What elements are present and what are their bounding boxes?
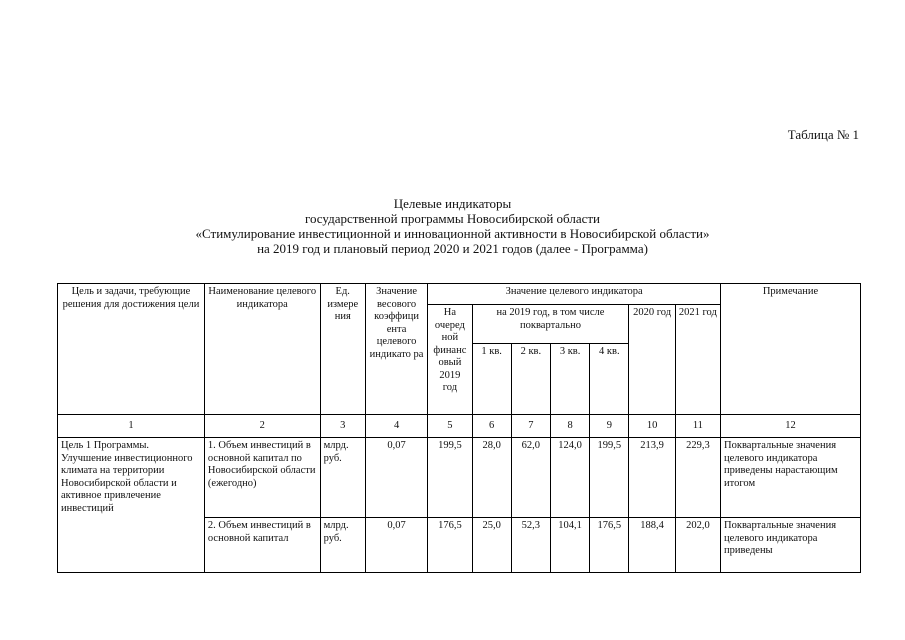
header-target-value: Значение целевого индикатора [428,284,721,305]
indicator-name-cell: 1. Объем инвестиций в основной капитал по Новосибирской области (ежегодно) [204,438,320,518]
q3-cell: 124,0 [550,438,589,518]
note-cell: Поквартальные значения целевого индикатора приведены нарастающим итогом [721,438,861,518]
column-number: 1 [58,415,205,438]
table-heading [0,196,905,256]
weight-cell: 0,07 [365,518,427,573]
header-q4: 4 кв. [590,344,629,415]
column-number: 10 [629,415,675,438]
header-q1: 1 кв. [472,344,511,415]
header-indicator-name: Наименование целевого индикатора [204,284,320,415]
column-number-row [58,415,861,438]
column-number: 3 [320,415,365,438]
header-next-year: На очеред ной финанс овый 2019 год [428,305,472,415]
heading-line-2: государственной программы Новосибирской области [304,211,601,226]
column-number: 8 [550,415,589,438]
column-number: 11 [675,415,720,438]
value-2021-cell: 202,0 [675,518,720,573]
header-note: Примечание [721,284,861,415]
header-quarters-2019: на 2019 год, в том числе поквартально [472,305,629,344]
q4-cell: 199,5 [590,438,629,518]
header-weight: Значение весового коэффици ента целевого индикато ра [365,284,427,415]
header-2020: 2020 год [629,305,675,415]
q1-cell: 25,0 [472,518,511,573]
column-number: 2 [204,415,320,438]
indicator-name-cell: 2. Объем инвестиций в основной капитал [204,518,320,573]
column-number: 5 [428,415,472,438]
column-number: 7 [511,415,550,438]
q1-cell: 28,0 [472,438,511,518]
q2-cell: 62,0 [511,438,550,518]
unit-cell: млрд. руб. [320,518,365,573]
column-number: 12 [721,415,861,438]
unit-cell: млрд. руб. [320,438,365,518]
value-2021-cell: 229,3 [675,438,720,518]
heading-line-4: на 2019 год и плановый период 2020 и 2021 годов (далее - Программа) [257,241,648,256]
value-2020-cell: 213,9 [629,438,675,518]
header-goal: Цель и задачи, требующие решения для достижения цели [58,284,205,415]
q3-cell: 104,1 [550,518,589,573]
value-2019-cell: 176,5 [428,518,472,573]
q4-cell: 176,5 [590,518,629,573]
heading-line-1: Целевые индикаторы [393,196,512,211]
heading-line-3: «Стимулирование инвестиционной и инновационной активности в Новосибирской области» [195,226,710,241]
table-row [58,438,861,518]
indicators-table [57,283,861,573]
column-number: 9 [590,415,629,438]
header-unit: Ед. измере ния [320,284,365,415]
table-number: Таблица № 1 [787,127,859,142]
header-2021: 2021 год [675,305,720,415]
note-cell: Поквартальные значения целевого индикатора приведены [721,518,861,573]
header-q2: 2 кв. [511,344,550,415]
q2-cell: 52,3 [511,518,550,573]
column-number: 4 [365,415,427,438]
value-2020-cell: 188,4 [629,518,675,573]
header-q3: 3 кв. [550,344,589,415]
value-2019-cell: 199,5 [428,438,472,518]
goal-cell: Цель 1 Программы. Улучшение инвестиционного климата на территории Новосибирской области и активное привлечение инвестиций [58,438,205,573]
column-number: 6 [472,415,511,438]
weight-cell: 0,07 [365,438,427,518]
